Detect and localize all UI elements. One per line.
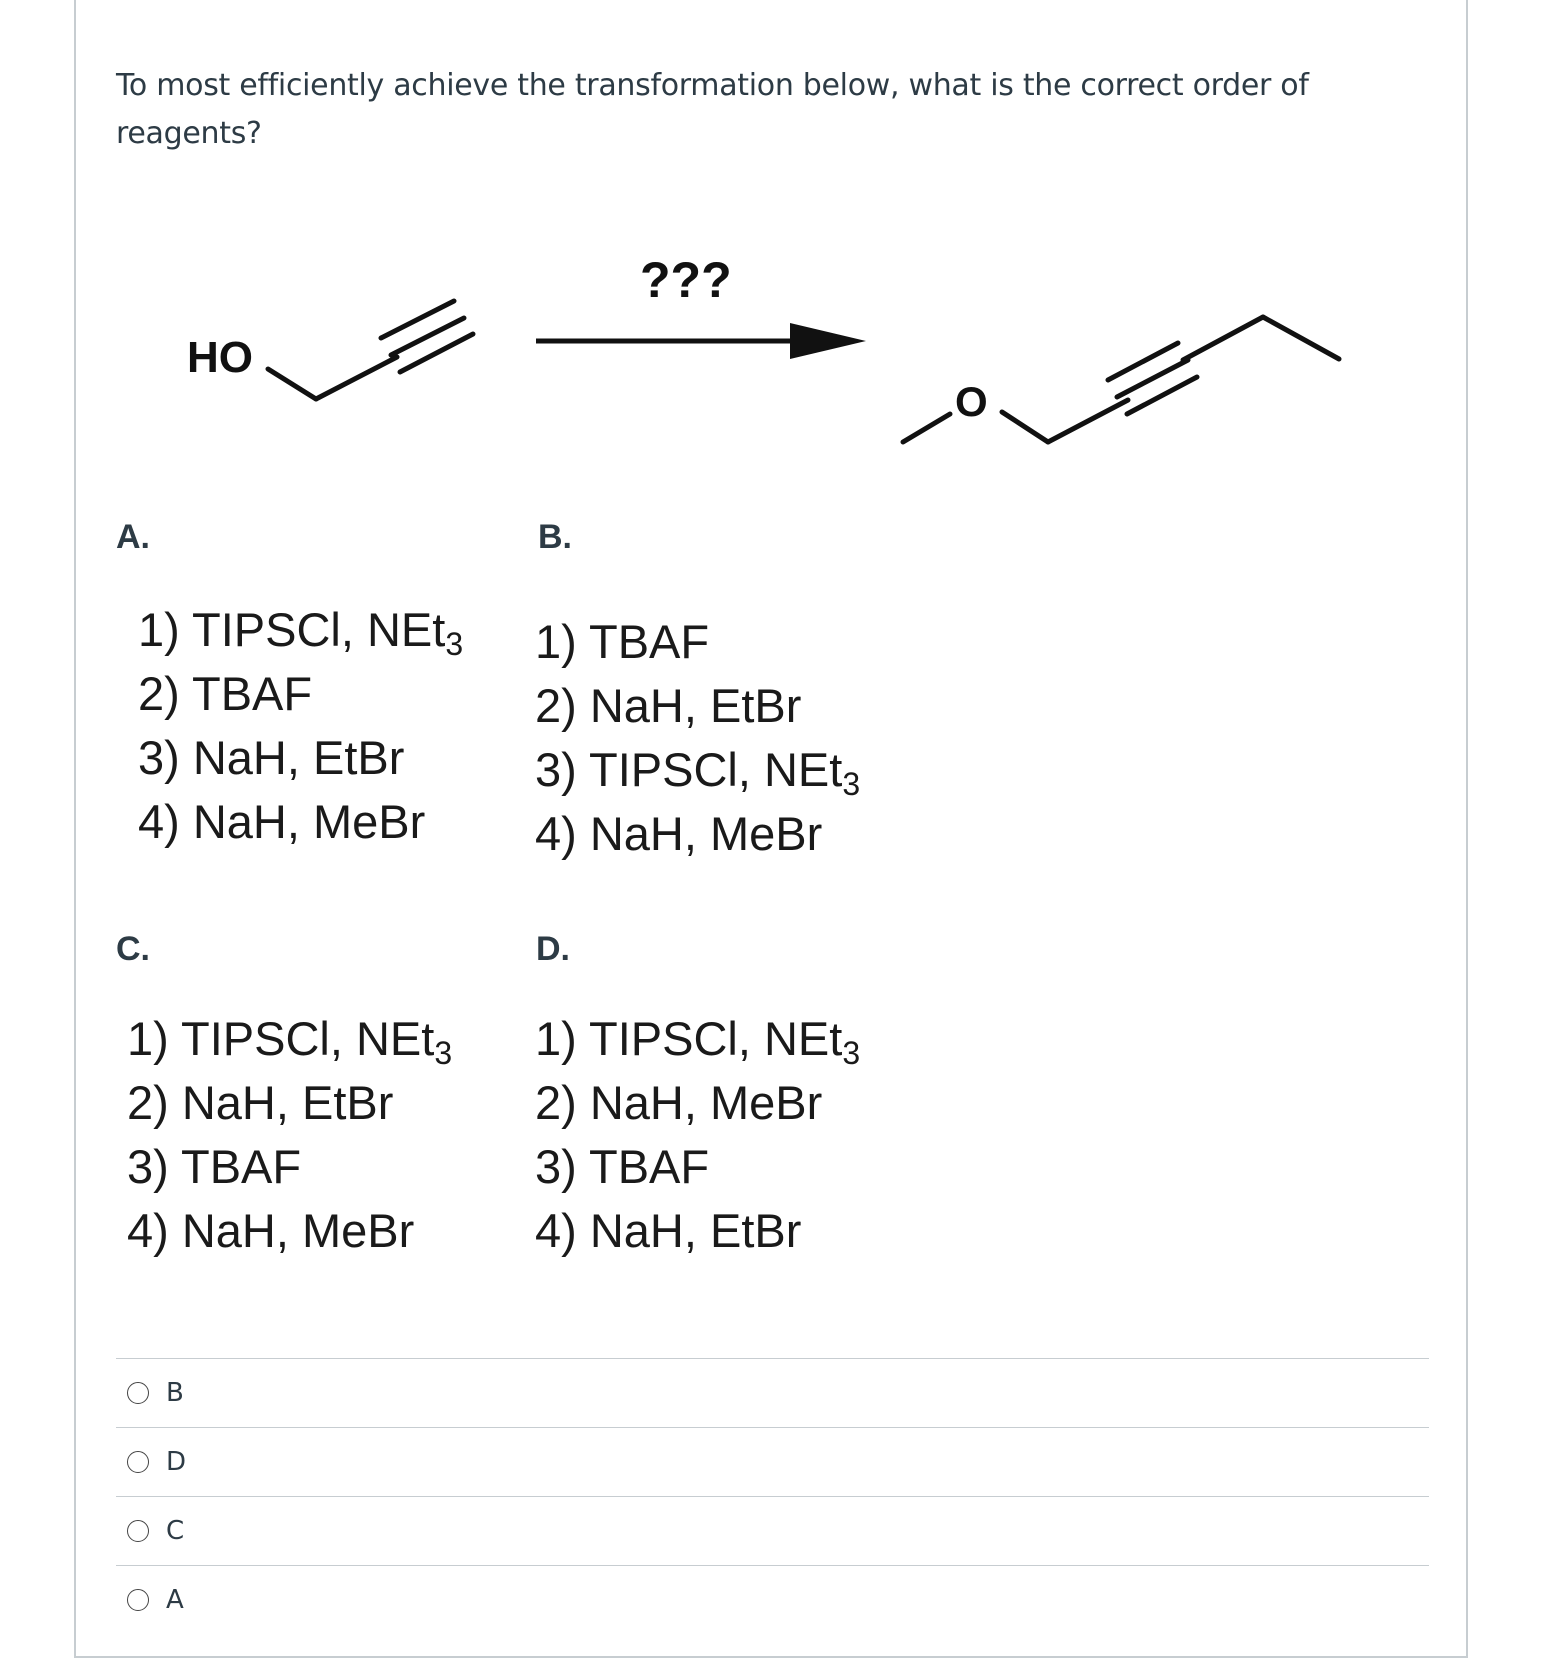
reactant-triple-bond-1 — [381, 301, 454, 338]
option-a-step-3: 3) NaH, EtBr — [138, 731, 405, 784]
option-b-step-4: 4) NaH, MeBr — [535, 807, 823, 860]
product-o-label: O — [955, 378, 988, 425]
product-bond-o-c — [1002, 412, 1048, 442]
option-a-step-1: 1) TIPSCl, NEt$_3$ — [138, 603, 464, 662]
product-triple-bond-3 — [1127, 377, 1197, 414]
answer-choice-a[interactable] — [116, 1565, 1429, 1634]
reactant-bond-o-c — [268, 369, 316, 399]
option-d-step-1: 1) TIPSCl, NEt$_3$ — [535, 1012, 861, 1071]
product-bond-alkyne-ch2 — [1183, 317, 1263, 360]
option-d-step-4: 4) NaH, EtBr — [535, 1204, 802, 1257]
answer-label: A — [166, 1585, 184, 1615]
answer-choice-b[interactable] — [116, 1358, 1429, 1427]
answer-label: D — [166, 1447, 187, 1477]
option-b-step-2: 2) NaH, EtBr — [535, 679, 802, 732]
option-c-step-3: 3) TBAF — [127, 1140, 302, 1193]
product-bond-me-o — [903, 414, 950, 442]
option-b-step-1: 1) TBAF — [535, 615, 710, 668]
option-c-step-2: 2) NaH, EtBr — [127, 1076, 394, 1129]
option-d-step-2: 2) NaH, MeBr — [535, 1076, 823, 1129]
answer-list — [116, 1358, 1429, 1634]
reactant-bond-c-c — [316, 357, 397, 399]
option-b-letter: B. — [538, 518, 572, 556]
option-c-letter: C. — [116, 930, 150, 968]
option-a-step-4: 4) NaH, MeBr — [138, 795, 426, 848]
answer-choice-c[interactable] — [116, 1496, 1429, 1565]
option-c-step-4: 4) NaH, MeBr — [127, 1204, 415, 1257]
option-c-step-1: 1) TIPSCl, NEt$_3$ — [127, 1012, 453, 1071]
reactant-triple-bond-2 — [391, 318, 464, 355]
product-bond-ch2-ch3 — [1263, 317, 1339, 359]
reactant-triple-bond-3 — [400, 334, 473, 372]
option-a-step-2: 2) TBAF — [138, 667, 313, 720]
product-triple-bond-1 — [1108, 343, 1178, 380]
radio-button[interactable] — [127, 1451, 149, 1473]
option-d-step-3: 3) TBAF — [535, 1140, 710, 1193]
radio-button[interactable] — [127, 1589, 149, 1611]
arrow-label: ??? — [640, 252, 732, 308]
product-bond-c-alkyne — [1048, 400, 1128, 442]
answer-choice-d[interactable] — [116, 1427, 1429, 1496]
answer-label: B — [166, 1378, 184, 1408]
question-text: To most efficiently achieve the transformation below, what is the correct order of reagents? — [116, 68, 1309, 151]
radio-button[interactable] — [127, 1382, 149, 1404]
reaction-scheme — [0, 0, 1545, 500]
reaction-arrow-head — [790, 323, 866, 359]
answer-label: C — [166, 1516, 185, 1546]
radio-button[interactable] — [127, 1520, 149, 1542]
option-a-letter: A. — [116, 518, 150, 556]
reactant-ho-label: HO — [187, 333, 253, 382]
option-d-letter: D. — [536, 930, 570, 968]
option-b-step-3: 3) TIPSCl, NEt$_3$ — [535, 743, 861, 802]
product-triple-bond-2 — [1117, 360, 1188, 397]
